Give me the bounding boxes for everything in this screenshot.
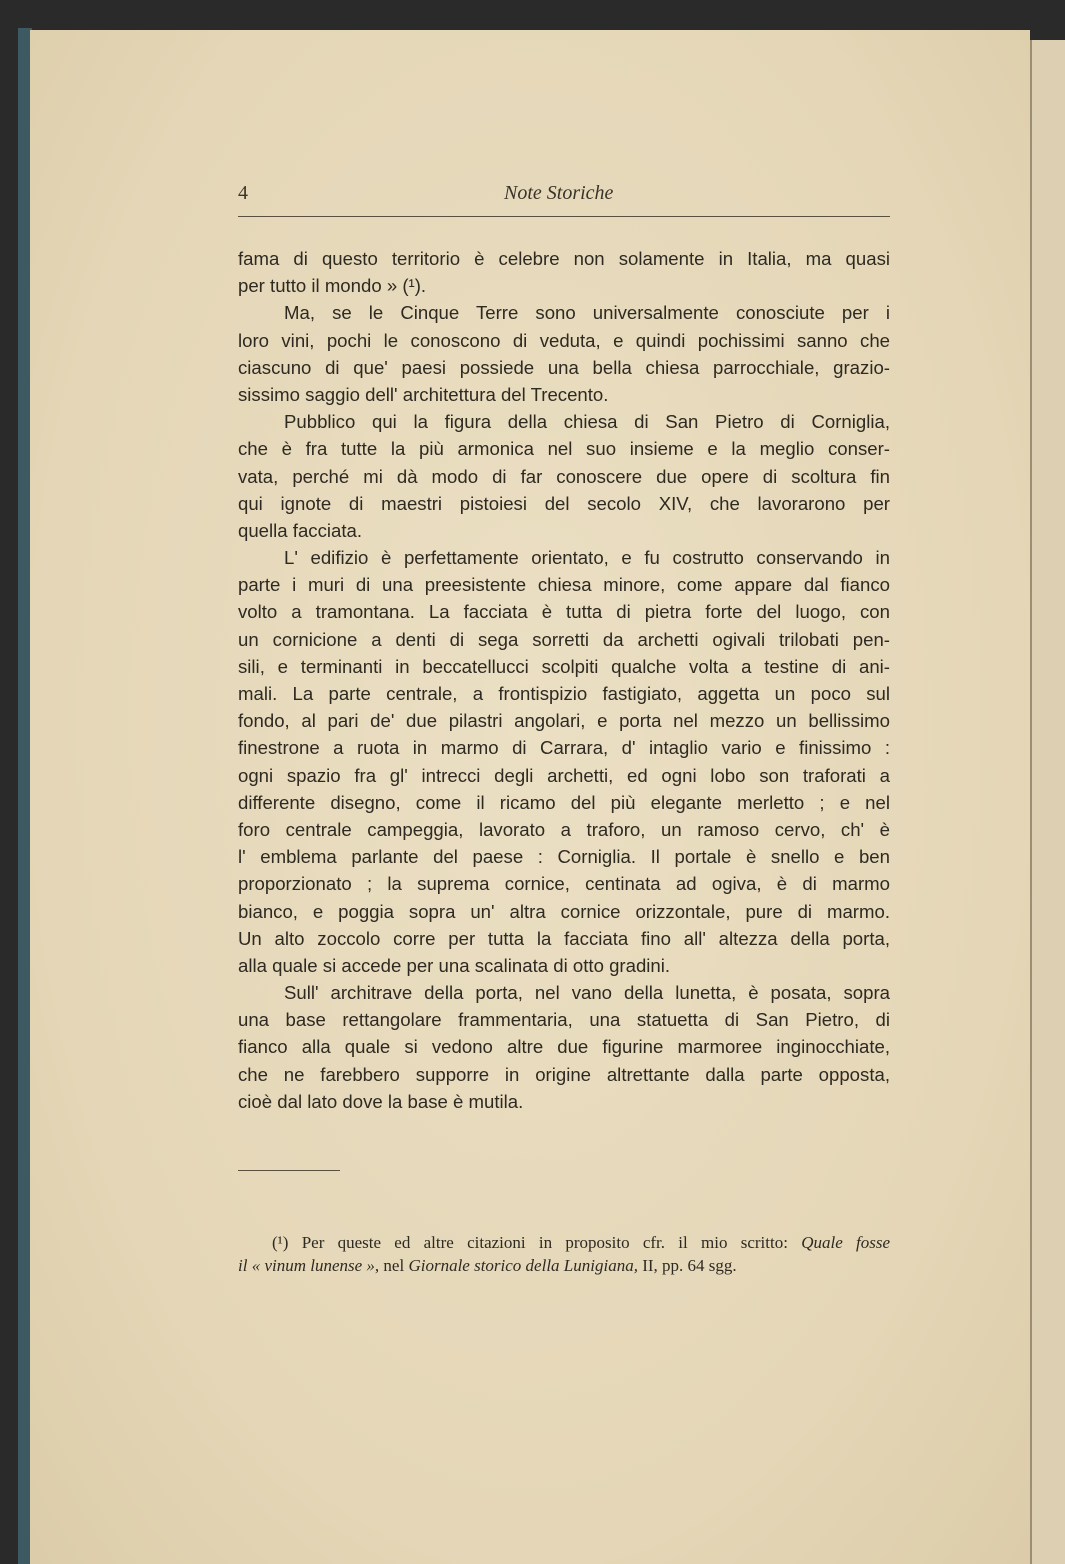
body-text [238, 245, 890, 1115]
footnote-text: II, pp. 64 sgg. [642, 1256, 737, 1275]
footnote-marker: (¹) [272, 1233, 289, 1252]
text-line: mali. La parte centrale, a frontispizio fastigiato, aggetta un poco sul [238, 683, 890, 704]
text-line: fondo, al pari de' due pilastri angolari, e porta nel mezzo un bellissimo [238, 710, 890, 732]
text-line: una base rettangolare frammentaria, una statuetta di San Pietro, di [238, 1009, 890, 1031]
footnote-journal: Giornale storico della Lunigiana, [408, 1256, 638, 1275]
text-line: loro vini, pochi le conoscono di veduta, e quindi pochissimi sanno che [238, 329, 890, 351]
text-line: fama di questo territorio è celebre non solamente in Italia, ma quasi [238, 248, 890, 269]
running-header [238, 182, 890, 208]
text-line: l' emblema parlante del paese : Corniglia. Il portale è snello e ben [238, 846, 890, 868]
text-line: che ne farebbero supporre in origine altrettante dalla parte opposta, [238, 1063, 890, 1085]
footnote-title: Quale fosse [801, 1233, 890, 1252]
text-line: per tutto il mondo » (¹). [238, 275, 427, 297]
text-line: foro centrale campeggia, lavorato a traforo, un ramoso cervo, ch' è [238, 818, 890, 840]
text-line: differente disegno, come il ricamo del più elegante merletto ; e nel [238, 791, 890, 813]
running-title: Note Storiche [504, 182, 614, 204]
text-line: Ma, se le Cinque Terre sono universalmente conosciute per i [284, 302, 890, 324]
text-line: finestrone a ruota in marmo di Carrara, d' intaglio vario e finissimo : [238, 737, 890, 759]
text-line: alla quale si accede per una scalinata di otto gradini. [238, 954, 671, 976]
text-line: quella facciata. [238, 519, 363, 541]
text-line: che è fra tutte la più armonica nel suo insieme e la meglio conser- [238, 438, 890, 460]
text-line: Pubblico qui la figura della chiesa di San Pietro di Corniglia, [284, 411, 890, 433]
paragraph [238, 544, 890, 979]
text-line: ogni spazio fra gl' intrecci degli archetti, ed ogni lobo son traforati a [238, 764, 890, 786]
facing-page-edge [1030, 40, 1065, 1564]
text-line: sili, e terminanti in beccatellucci scolpiti qualche volta a testine di ani- [238, 655, 890, 677]
text-line: ciascuno di que' paesi possiede una bella chiesa parrocchiale, grazio- [238, 356, 890, 378]
paragraph [238, 245, 890, 299]
footnote-title: il « vinum lunense » [238, 1256, 375, 1275]
text-line: Un alto zoccolo corre per tutta la facciata fino all' altezza della porta, [238, 927, 890, 949]
text-line: un cornicione a denti di sega sorretti da archetti ogivali trilobati pen- [238, 628, 890, 650]
text-line: L' edifizio è perfettamente orientato, e fu costrutto conservando in [284, 547, 890, 569]
text-line: proporzionato ; la suprema cornice, centinata ad ogiva, è di marmo [238, 873, 890, 895]
footnote-rule [238, 1170, 340, 1171]
text-line: volto a tramontana. La facciata è tutta di pietra forte del luogo, con [238, 601, 890, 623]
text-line: bianco, e poggia sopra un' altra cornice orizzontale, pure di marmo. [238, 900, 890, 922]
paragraph [238, 979, 890, 1115]
page-number: 4 [238, 182, 248, 204]
text-line: fianco alla quale si vedono altre due figurine marmoree inginocchiate, [238, 1036, 890, 1058]
text-line: qui ignote di maestri pistoiesi del secolo XIV, che lavorarono per [238, 492, 890, 514]
footnote-text: Per queste ed altre citazioni in proposito cfr. il mio scritto: [301, 1233, 788, 1252]
paragraph [238, 408, 890, 544]
header-rule [238, 216, 890, 217]
text-line: parte i muri di una preesistente chiesa minore, come appare dal fianco [238, 574, 890, 596]
footnote-text: , nel [374, 1256, 405, 1275]
footnote-line-1 [238, 1231, 890, 1254]
footnote-line-2 [238, 1254, 890, 1277]
text-line: Sull' architrave della porta, nel vano della lunetta, è posata, sopra [284, 982, 890, 1004]
text-line: cioè dal lato dove la base è mutila. [238, 1090, 524, 1112]
footnote [238, 1231, 890, 1277]
paragraph [238, 299, 890, 408]
text-line: vata, perché mi dà modo di far conoscere due opere di scoltura fin [238, 465, 890, 487]
text-line: sissimo saggio dell' architettura del Trecento. [238, 383, 609, 405]
